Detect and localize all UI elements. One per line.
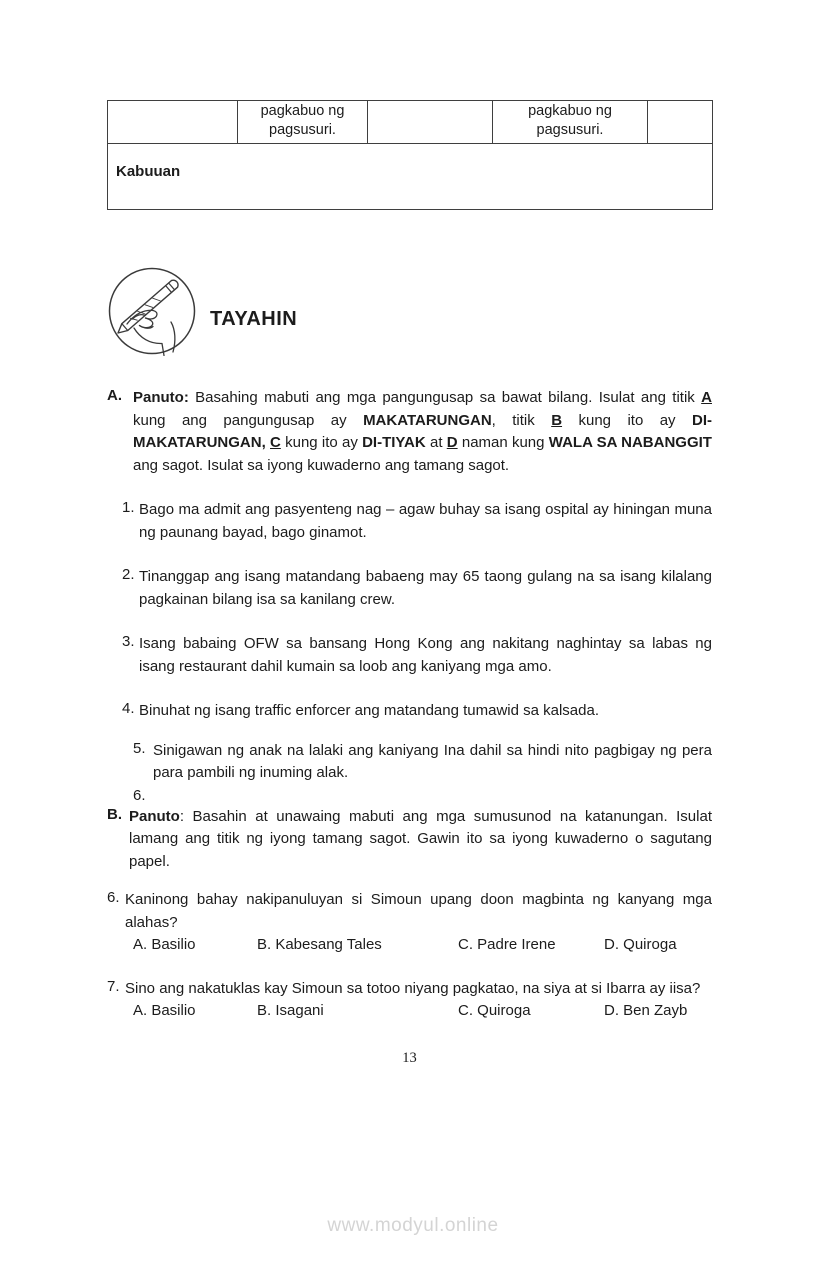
text-segment: Panuto <box>129 807 180 825</box>
text-segment: kung ito ay <box>562 411 692 429</box>
choice-b: B. Kabesang Tales <box>257 936 382 953</box>
list-item <box>133 787 712 804</box>
document-page <box>0 100 826 1269</box>
section-a-label: A. <box>107 387 122 404</box>
text-segment: kung ang pangungusap ay <box>133 411 364 429</box>
text-segment: at <box>425 434 447 451</box>
question-text: Sino ang nakatuklas kay Simoun sa totoo niyang pagkatao, na siya at si Ibarra ay iisa? <box>125 979 701 997</box>
choices-row <box>125 1000 712 1023</box>
item-number: 1. <box>122 499 135 516</box>
score-table <box>107 100 713 210</box>
text-segment: WALA SA NABANGGIT <box>548 434 712 451</box>
list-item <box>122 499 712 544</box>
text-segment: B <box>551 411 563 429</box>
score-table-cell <box>648 101 713 144</box>
text-segment: DI-MAKATARUNGAN, <box>133 411 712 451</box>
hand-writing-pencil-icon <box>107 266 197 356</box>
choice-a: A. Basilio <box>133 1002 196 1019</box>
choice-d: D. Ben Zayb <box>604 1002 688 1019</box>
item-number: 3. <box>122 633 135 650</box>
text-segment: naman kung <box>457 434 549 451</box>
question-text: Kaninong bahay nakipanuluyan si Simoun upang doon magbinta ng kanyang mga alahas? <box>125 891 712 931</box>
total-label: Kabuuan <box>108 144 713 210</box>
page-content <box>0 100 826 1067</box>
section-a-text <box>133 387 712 477</box>
assessment-header <box>107 266 712 356</box>
score-table-cell: pagkabuo ng pagsusuri. <box>493 101 648 144</box>
text-segment: D <box>446 434 458 451</box>
list-item <box>122 566 712 611</box>
text-segment: , titik <box>491 411 552 429</box>
question-block <box>107 978 712 1023</box>
assessment-title: TAYAHIN <box>210 307 298 330</box>
item-number: 2. <box>122 566 135 583</box>
list-item <box>133 740 712 785</box>
text-segment: Panuto: <box>133 389 189 406</box>
choice-d: D. Quiroga <box>604 936 677 953</box>
score-table-cell: pagkabuo ng pagsusuri. <box>238 101 368 144</box>
list-item <box>122 700 712 723</box>
list-item <box>122 633 712 678</box>
item-number: 4. <box>122 700 135 717</box>
item-text: Isang babaing OFW sa bansang Hong Kong ang nakitang naghintay sa labas ng isang restaurant dahil kumain sa loob ang kaniyang mga amo. <box>139 635 712 675</box>
item-text <box>150 787 712 804</box>
item-text: Bago ma admit ang pasyenteng nag – agaw buhay sa isang ospital ay hiningan muna ng paunang bayad, bago ginamot. <box>139 501 712 541</box>
question-block <box>107 889 712 957</box>
text-segment: Basahing mabuti ang mga pangungusap sa bawat bilang. Isulat ang titik <box>188 389 702 406</box>
question-body <box>125 889 712 957</box>
watermark: www.modyul.online <box>327 1215 499 1236</box>
text-segment: : Basahin at unawaing mabuti ang mga sumusunod na katanungan. Isulat lamang ang titik ng iyong tamang sagot. Gawin ito sa iyong kuwaderno o sagutang papel. <box>129 807 712 870</box>
item-text: Sinigawan ng anak na lalaki ang kaniyang Ina dahil sa hindi nito pagbigay ng pera para pambili ng inuming alak. <box>153 741 712 781</box>
section-b-label: B. <box>107 805 122 823</box>
item-text: Binuhat ng isang traffic enforcer ang matandang tumawid sa kalsada. <box>139 702 600 719</box>
choice-c: C. Quiroga <box>458 1002 531 1019</box>
question-body <box>125 978 712 1023</box>
score-table-cell <box>108 101 238 144</box>
item-text: Tinanggap ang isang matandang babaeng may 65 taong gulang na sa isang kilalang pagkainan bilang isa sa kanilang crew. <box>139 568 712 608</box>
section-a-instructions <box>107 387 712 477</box>
question-number: 7. <box>107 977 120 995</box>
choice-a: A. Basilio <box>133 936 196 953</box>
score-table-header-row <box>108 101 713 144</box>
section-b-instructions <box>107 806 712 874</box>
score-table-total-row <box>108 144 713 210</box>
text-segment: A <box>701 389 712 406</box>
page-number: 13 <box>402 1049 417 1066</box>
question-number: 6. <box>107 889 120 906</box>
text-segment: C <box>270 434 281 451</box>
item-number: 5. <box>133 739 146 757</box>
text-segment: ang sagot. Isulat sa iyong kuwaderno ang tamang sagot. <box>133 456 510 474</box>
text-segment: DI-TIYAK <box>362 434 426 451</box>
score-table-cell <box>368 101 493 144</box>
choices-row <box>125 934 712 957</box>
section-b-text <box>129 806 712 874</box>
item-number: 6. <box>133 786 146 804</box>
text-segment: MAKATARUNGAN <box>363 411 492 429</box>
choice-c: C. Padre Irene <box>458 936 556 953</box>
choice-b: B. Isagani <box>257 1002 324 1019</box>
text-segment: kung ito ay <box>280 434 363 451</box>
